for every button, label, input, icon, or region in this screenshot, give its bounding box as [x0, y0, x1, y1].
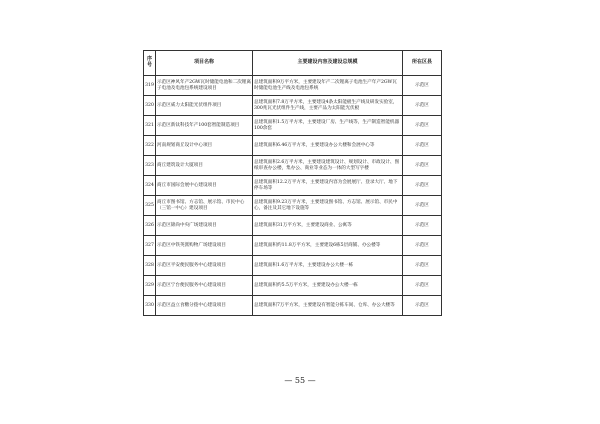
table-row — [144, 236, 442, 256]
cell-content: 总建筑面积2.6万平方米，主要建设建筑设计、规划设计、市政设计、图纸审查办公楼，集办公、商业等业态为一体的大型写字楼 — [253, 156, 403, 176]
cell-content: 总建筑面积1.6万平方米，主要建设办公大楼一栋 — [253, 256, 403, 276]
table-header-row — [144, 51, 442, 76]
table-row — [144, 156, 442, 176]
cell-seq: 322 — [144, 136, 156, 156]
table-row — [144, 196, 442, 216]
cell-project-name: 示范区中铁英派购物广场建设项目 — [156, 236, 253, 256]
cell-district: 示范区 — [403, 176, 442, 196]
page-number: — 55 — — [284, 376, 316, 385]
cell-seq: 323 — [144, 156, 156, 176]
cell-project-name: 示范区威力太阳能光伏组件项目 — [156, 96, 253, 116]
cell-project-name: 河南规划商丘设计中心项目 — [156, 136, 253, 156]
header-seq: 序号 — [144, 51, 156, 76]
cell-district: 示范区 — [403, 276, 442, 296]
cell-project-name: 示范区宁台便民服务中心建设项目 — [156, 276, 253, 296]
table-row — [144, 76, 442, 96]
cell-seq: 330 — [144, 296, 156, 316]
cell-project-name: 示范区平安便民服务中心建设项目 — [156, 256, 253, 276]
cell-district: 示范区 — [403, 96, 442, 116]
cell-project-name: 商丘市图书馆、方志馆、展示馆、市民中心（三馆一中心）建设项目 — [156, 196, 253, 216]
cell-district: 示范区 — [403, 236, 442, 256]
cell-district: 示范区 — [403, 116, 442, 136]
cell-content: 总建筑面积7.8万平方米，主要建设4条太阳能板生产线及研发实验室，300兆瓦光伏组件生产线，主要产品为太阳能光伏板 — [253, 96, 403, 116]
project-table — [143, 50, 442, 316]
cell-content: 总建筑面积12.2万平方米，主要建设内容为会展展厅、登录大厅、地下停车场等 — [253, 176, 403, 196]
cell-district: 示范区 — [403, 296, 442, 316]
cell-content: 总建筑面积约5.5万平方米，主要建设办公大楼一栋 — [253, 276, 403, 296]
cell-district: 示范区 — [403, 76, 442, 96]
cell-seq: 327 — [144, 236, 156, 256]
cell-district: 示范区 — [403, 216, 442, 236]
cell-seq: 325 — [144, 196, 156, 216]
cell-seq: 321 — [144, 116, 156, 136]
cell-project-name: 示范区益立食糖分拨中心建设项目 — [156, 296, 253, 316]
table-row — [144, 276, 442, 296]
table-row — [144, 256, 442, 276]
header-content: 主要建设内容及建设总规模 — [253, 51, 403, 76]
cell-content: 总建筑面积9万平方米，主要建设年产二次锂离子电池生产年产2GW瓦时储能电池生产线及电池包系统 — [253, 76, 403, 96]
cell-content: 总建筑面积9.23万平方米，主要建设图书馆、方志馆、展示馆、市民中心，备注及其它地下设施等 — [253, 196, 403, 216]
cell-content: 总建筑面积7万平方米，主要建设有智能分拣车间、仓库、办公大楼等 — [253, 296, 403, 316]
cell-content: 总建筑面积1.5万平方米，主要建设厂房、生产线等，生产制造智能机器100余套 — [253, 116, 403, 136]
table-row — [144, 216, 442, 236]
cell-seq: 320 — [144, 96, 156, 116]
cell-district: 示范区 — [403, 196, 442, 216]
table-row — [144, 296, 442, 316]
cell-content: 总建筑面积约11.8万平方米，主要建设6栋5层商铺、办公楼等 — [253, 236, 403, 256]
cell-project-name: 示范区新钛科技年产100套智能制造项目 — [156, 116, 253, 136]
cell-seq: 324 — [144, 176, 156, 196]
table-row — [144, 96, 442, 116]
cell-seq: 319 — [144, 76, 156, 96]
cell-project-name: 商丘建筑设计大厦项目 — [156, 156, 253, 176]
cell-district: 示范区 — [403, 136, 442, 156]
cell-project-name: 商丘市国际会展中心建设项目 — [156, 176, 253, 196]
cell-seq: 326 — [144, 216, 156, 236]
table-row — [144, 176, 442, 196]
table-row — [144, 116, 442, 136]
cell-content: 总建筑面积31万平方米，主要建设商业、公寓等 — [253, 216, 403, 236]
cell-district: 示范区 — [403, 156, 442, 176]
cell-seq: 329 — [144, 276, 156, 296]
cell-seq: 328 — [144, 256, 156, 276]
table-row — [144, 136, 442, 156]
cell-project-name: 示范区锦尚中央广场建设项目 — [156, 216, 253, 236]
header-district: 所在区县 — [403, 51, 442, 76]
cell-content: 总建筑面积6.46万平方米，主要建设办公大楼和会展中心等 — [253, 136, 403, 156]
cell-project-name: 示范区神风年产2GW瓦时储能电池和二次锂离子电池及电池包系统建设项目 — [156, 76, 253, 96]
cell-district: 示范区 — [403, 256, 442, 276]
header-name: 项目名称 — [156, 51, 253, 76]
